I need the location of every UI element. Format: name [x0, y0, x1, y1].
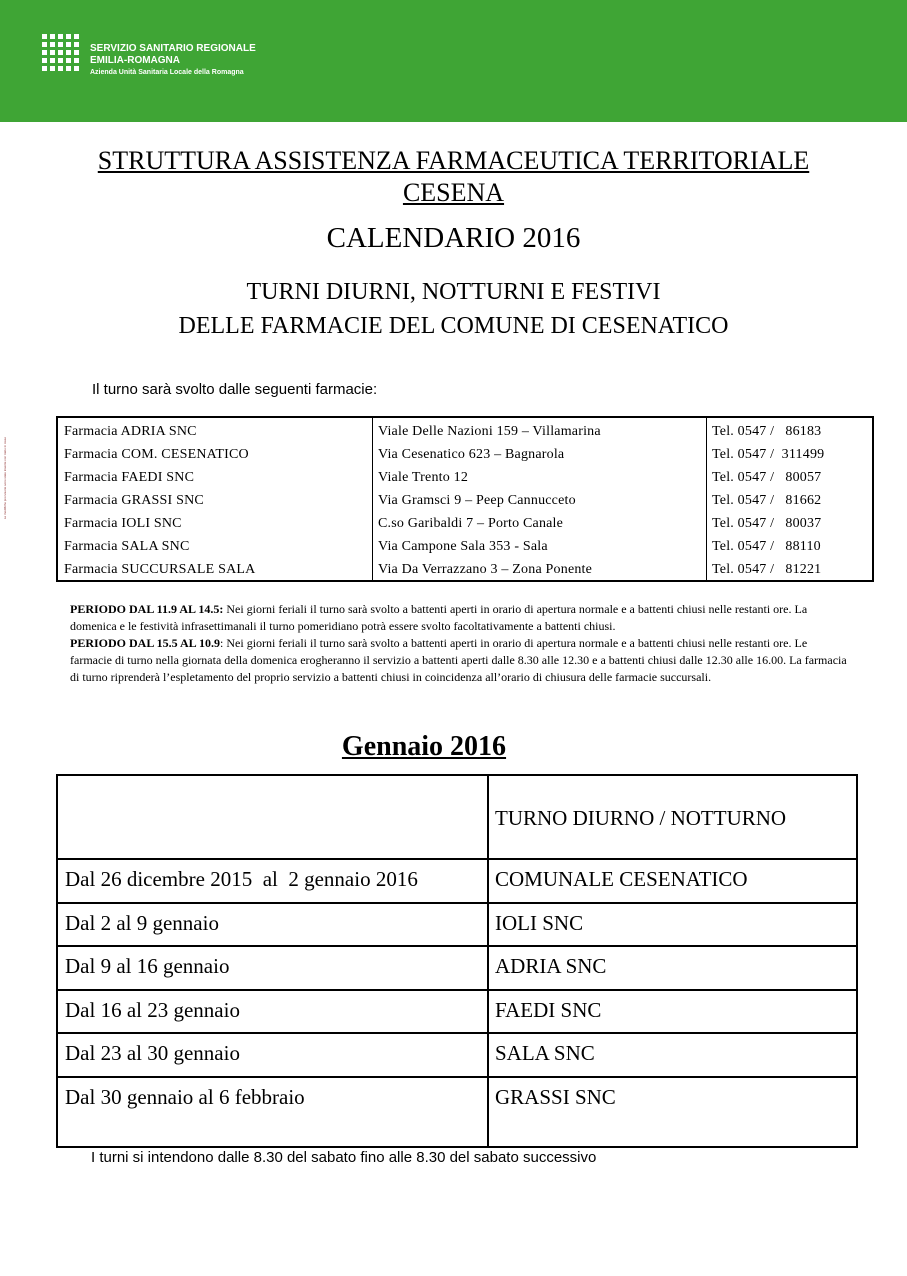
subtitle-line2: DELLE FARMACIE DEL COMUNE DI CESENATICO	[178, 313, 729, 339]
period1-text: Nei giorni feriali il turno sarà svolto a battenti aperti in orario di apertura normale e a battenti chiusi nelle restanti ore. La domenica e le festività infrasettimanali il turno pomeridiano potrà essere svolto facoltativamente a battenti chiusi.	[70, 602, 808, 633]
main-title	[0, 145, 907, 209]
row-divider	[58, 1076, 856, 1078]
row-divider	[58, 1032, 856, 1034]
shift-period: Dal 9 al 16 gennaio	[65, 954, 230, 978]
pharmacy-name-column	[58, 418, 373, 580]
header-band	[0, 0, 907, 122]
intro-text: Il turno sarà svolto dalle seguenti farmacie:	[92, 381, 378, 398]
pharmacy-phone: Tel. 0547 / 311499	[712, 447, 825, 462]
pharmacy-name: Farmacia ADRIA SNC	[64, 424, 197, 439]
pharmacy-address: Viale Delle Nazioni 159 – Villamarina	[378, 424, 601, 439]
logo-line1: SERVIZIO SANITARIO REGIONALE	[90, 43, 256, 54]
pharmacy-phone-column	[706, 418, 872, 580]
pharmacy-name: Farmacia SALA SNC	[64, 539, 190, 554]
footnote: I turni si intendono dalle 8.30 del sabato fino alle 8.30 del sabato successivo	[91, 1149, 597, 1166]
pharmacy-name: Farmacia GRASSI SNC	[64, 493, 204, 508]
period1-label: PERIODO DAL 11.9 AL 14.5:	[70, 602, 224, 616]
logo-line2: EMILIA-ROMAGNA	[90, 55, 180, 66]
shift-pharmacy: GRASSI SNC	[495, 1085, 616, 1109]
column-divider	[487, 776, 489, 1146]
logo-dots-icon	[40, 32, 86, 76]
pharmacy-phone: Tel. 0547 / 80057	[712, 470, 822, 485]
pharmacy-name: Farmacia COM. CESENATICO	[64, 447, 249, 462]
pharmacy-phone: Tel. 0547 / 81662	[712, 493, 822, 508]
pharmacy-table	[56, 416, 874, 582]
pharmacy-address: Via Campone Sala 353 - Sala	[378, 539, 548, 554]
period-notes	[70, 601, 850, 686]
row-divider	[58, 858, 856, 860]
shift-pharmacy: ADRIA SNC	[495, 954, 607, 978]
pharmacy-address-column	[372, 418, 707, 580]
subtitle-line1: TURNI DIURNI, NOTTURNI E FESTIVI	[246, 279, 661, 305]
shift-pharmacy: SALA SNC	[495, 1041, 595, 1065]
shift-period: Dal 26 dicembre 2015 al 2 gennaio 2016	[65, 867, 418, 891]
row-divider	[58, 989, 856, 991]
shift-column-header: TURNO DIURNO / NOTTURNO	[495, 806, 787, 830]
logo-text	[90, 43, 256, 79]
pharmacy-address: Via Gramsci 9 – Peep Cannucceto	[378, 493, 576, 508]
pharmacy-phone: Tel. 0547 / 88110	[712, 539, 821, 554]
period2-label: PERIODO DAL 15.5 AL 10.9	[70, 636, 221, 650]
side-note: Le modifiche provvisorie sono state inserite con tratto in rosso	[3, 436, 7, 520]
shift-period: Dal 16 al 23 gennaio	[65, 998, 240, 1022]
pharmacy-address: Via Da Verrazzano 3 – Zona Ponente	[378, 562, 593, 577]
main-title-line2: CESENA	[402, 178, 505, 207]
pharmacy-name: Farmacia SUCCURSALE SALA	[64, 562, 256, 577]
shift-pharmacy: IOLI SNC	[495, 911, 584, 935]
logo	[40, 32, 260, 78]
pharmacy-phone: Tel. 0547 / 81221	[712, 562, 822, 577]
shift-pharmacy: FAEDI SNC	[495, 998, 602, 1022]
shift-pharmacy: COMUNALE CESENATICO	[495, 867, 748, 891]
main-title-line1: STRUTTURA ASSISTENZA FARMACEUTICA TERRITORIALE	[97, 146, 810, 175]
pharmacy-name: Farmacia IOLI SNC	[64, 516, 182, 531]
pharmacy-name: Farmacia FAEDI SNC	[64, 470, 195, 485]
pharmacy-address: Viale Trento 12	[378, 470, 469, 485]
shift-period: Dal 2 al 9 gennaio	[65, 911, 219, 935]
calendar-title: CALENDARIO 2016	[326, 222, 581, 254]
row-divider	[58, 945, 856, 947]
pharmacy-phone: Tel. 0547 / 80037	[712, 516, 822, 531]
pharmacy-phone: Tel. 0547 / 86183	[712, 424, 822, 439]
month-title: Gennaio 2016	[341, 731, 507, 762]
shift-table	[56, 774, 858, 1148]
subtitle	[0, 275, 907, 343]
pharmacy-address: Via Cesenatico 623 – Bagnarola	[378, 447, 565, 462]
row-divider	[58, 902, 856, 904]
logo-line3: Azienda Unità Sanitaria Locale della Romagna	[90, 69, 244, 76]
shift-period: Dal 23 al 30 gennaio	[65, 1041, 240, 1065]
shift-period: Dal 30 gennaio al 6 febbraio	[65, 1085, 305, 1109]
period2-text: : Nei giorni feriali il turno sarà svolto a battenti aperti in orario di apertura normale e a battenti chiusi nelle restanti ore. Le farmacie di turno nella giornata della domenica erogheranno il servizio a battenti aperti dalle 8.30 alle 12.30 e a battenti chiusi dalle 12.30 alle 16.00. La farmacia di turno riprenderà l’espletamento del proprio servizio a battenti chiusi in coincidenza all’orario di chiusura delle farmacie succursali.	[70, 636, 847, 684]
pharmacy-address: C.so Garibaldi 7 – Porto Canale	[378, 516, 564, 531]
